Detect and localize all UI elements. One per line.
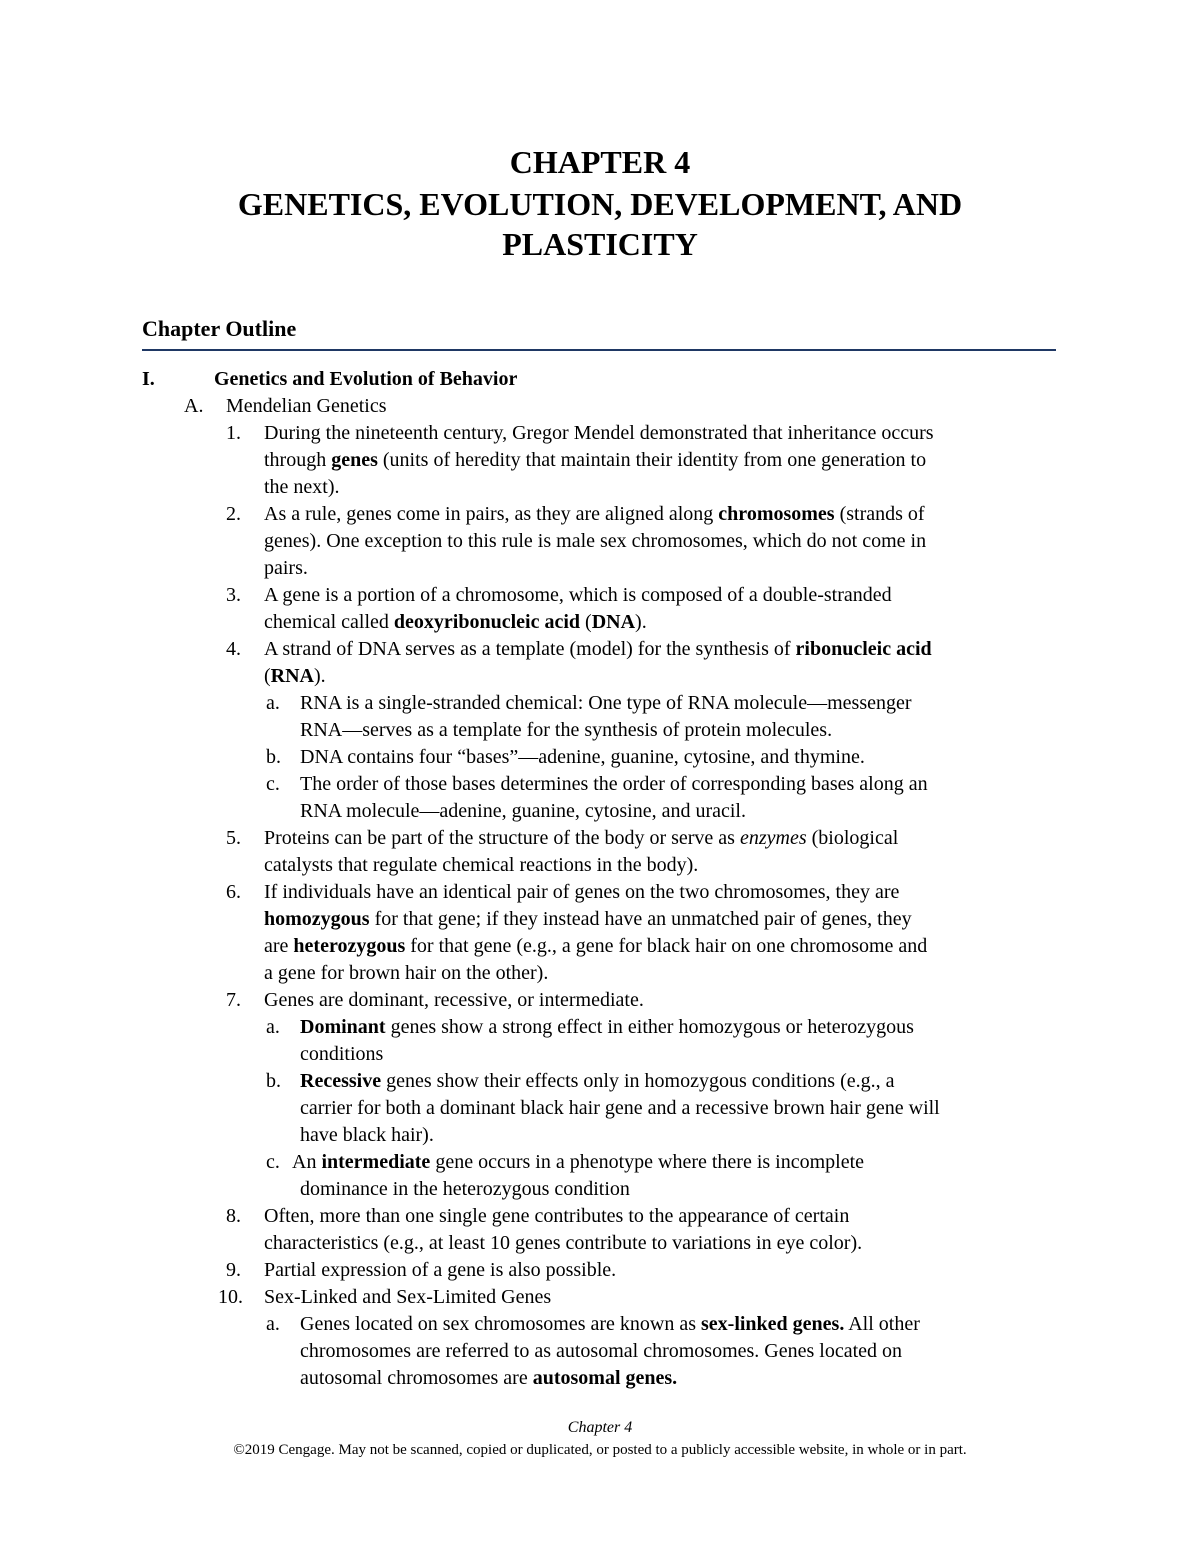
term-dominant: Dominant [300,1016,386,1038]
item-number: 8. [226,1205,241,1227]
sub-item-text: DNA contains four “bases”—adenine, guanine, cytosine, and thymine. [300,746,865,768]
item-text: (RNA). [264,665,326,687]
list-item-continued [142,555,1062,582]
list-item [142,1203,1062,1230]
sub-item [142,690,1062,717]
section-heading [142,366,1062,393]
term-dna: DNA [591,611,636,633]
list-item-continued [142,960,1062,987]
sub-item-text: Dominant genes show a strong effect in either homozygous or heterozygous [300,1016,914,1038]
list-item-continued [142,609,1062,636]
item-text: Partial expression of a gene is also possible. [264,1259,617,1281]
section-title: Genetics and Evolution of Behavior [214,368,518,390]
item-text: catalysts that regulate chemical reactions in the body). [264,854,699,876]
sub-item-text: An intermediate gene occurs in a phenotype where there is incomplete [292,1151,865,1173]
item-text: As a rule, genes come in pairs, as they are aligned along chromosomes (strands of [264,503,925,525]
item-text: a gene for brown hair on the other). [264,962,549,984]
item-text: Often, more than one single gene contributes to the appearance of certain [264,1205,850,1227]
sub-item-text: RNA is a single-stranded chemical: One type of RNA molecule—messenger [300,692,912,714]
term-intermediate: intermediate [321,1151,431,1173]
sub-item-continued [142,1041,1062,1068]
sub-item-text: carrier for both a dominant black hair gene and a recessive brown hair gene will [300,1097,940,1119]
item-number: 2. [226,503,241,525]
chapter-title-line-2: PLASTICITY [502,226,698,262]
item-text: the next). [264,476,340,498]
outline-body [142,366,1062,1392]
sub-item [142,1068,1062,1095]
item-text: Proteins can be part of the structure of the body or serve as enzymes (biological [264,827,899,849]
list-item-continued [142,447,1062,474]
sub-item-continued [142,1095,1062,1122]
item-text: Genes are dominant, recessive, or intermediate. [264,989,644,1011]
list-item-continued [142,663,1062,690]
sub-item-letter: b. [266,1070,281,1092]
list-item [142,582,1062,609]
sub-item-continued [142,1338,1062,1365]
list-item [142,420,1062,447]
list-item [142,636,1062,663]
sub-item [142,744,1062,771]
item-text: pairs. [264,557,308,579]
list-item-continued [142,528,1062,555]
footer-chapter-label: Chapter 4 [567,1419,633,1436]
list-item-continued [142,1230,1062,1257]
sub-item-continued [142,717,1062,744]
term-enzymes: enzymes [739,827,807,849]
term-rna-full: ribonucleic acid [795,638,932,660]
list-item-continued [142,906,1062,933]
term-autosomal-genes: autosomal genes. [532,1367,678,1389]
item-text: are heterozygous for that gene (e.g., a gene for black hair on one chromosome and [264,935,928,957]
list-item [142,987,1062,1014]
item-text: During the nineteenth century, Gregor Mendel demonstrated that inheritance occurs [264,422,934,444]
term-sex-linked-genes: sex-linked genes. [701,1313,845,1335]
term-homozygous: homozygous [264,908,370,930]
term-chromosomes: chromosomes [718,503,835,525]
item-number: 5. [226,827,241,849]
sub-item-text: chromosomes are referred to as autosomal chromosomes. Genes located on [300,1340,903,1362]
item-text: homozygous for that gene; if they instead have an unmatched pair of genes, they [264,908,912,930]
item-text: If individuals have an identical pair of genes on the two chromosomes, they are [264,881,900,903]
sub-item-text: RNA—serves as a template for the synthesis of protein molecules. [300,719,833,741]
item-number: 6. [226,881,241,903]
term-dna-full: deoxyribonucleic acid [393,611,581,633]
item-text: chemical called deoxyribonucleic acid (DNA). [264,611,647,633]
section-numeral: I. [142,368,155,390]
footer-copyright: ©2019 Cengage. May not be scanned, copied or duplicated, or posted to a publicly accessible website, in whole or in part. [233,1442,967,1458]
sub-item-text: conditions [300,1043,384,1065]
item-number: 9. [226,1259,241,1281]
subsection-title: Mendelian Genetics [226,395,387,417]
list-item-continued [142,474,1062,501]
outline-heading: Chapter Outline [142,316,297,341]
list-item [142,501,1062,528]
item-number: 4. [226,638,241,660]
term-recessive: Recessive [300,1070,382,1092]
list-item [142,825,1062,852]
sub-item-letter: a. [266,692,280,714]
sub-item-text: Recessive genes show their effects only in homozygous conditions (e.g., a [300,1070,895,1092]
sub-item-continued [142,1365,1062,1392]
item-text: Sex-Linked and Sex-Limited Genes [264,1286,552,1308]
sub-item [142,771,1062,798]
sub-item-text: Genes located on sex chromosomes are known as sex-linked genes. All other [300,1313,920,1335]
sub-item-continued [142,798,1062,825]
item-text: characteristics (e.g., at least 10 genes contribute to variations in eye color). [264,1232,863,1254]
item-text: genes). One exception to this rule is male sex chromosomes, which do not come in [264,530,927,552]
term-genes: genes [331,449,378,471]
term-heterozygous: heterozygous [293,935,406,957]
sub-item [142,1014,1062,1041]
list-item-continued [142,933,1062,960]
sub-item-continued [142,1122,1062,1149]
heading-rule [142,349,1056,351]
item-text: A strand of DNA serves as a template (model) for the synthesis of ribonucleic acid [264,638,932,660]
sub-item-text: RNA molecule—adenine, guanine, cytosine, and uracil. [300,800,746,822]
list-item-continued [142,852,1062,879]
sub-item-text: have black hair). [300,1124,434,1146]
item-text: A gene is a portion of a chromosome, which is composed of a double-stranded [264,584,892,606]
sub-item-letter: c. [266,773,280,795]
sub-item-text: The order of those bases determines the order of corresponding bases along an [300,773,928,795]
sub-item-letter: a. [266,1016,280,1038]
sub-item-letter: a. [266,1313,280,1335]
sub-item-letter: b. [266,746,281,768]
sub-item-text: dominance in the heterozygous condition [300,1178,630,1200]
item-number: 1. [226,422,241,444]
item-number: 7. [226,989,241,1011]
subsection-letter: A. [184,395,204,417]
sub-item-letter: c. [266,1151,280,1173]
term-rna: RNA [270,665,315,687]
item-number: 3. [226,584,241,606]
sub-item-text: autosomal chromosomes are autosomal genes. [300,1367,678,1389]
sub-item [142,1149,1062,1176]
list-item [142,1284,1062,1311]
sub-item [142,1311,1062,1338]
chapter-number: CHAPTER 4 [509,144,691,180]
chapter-title-line-1: GENETICS, EVOLUTION, DEVELOPMENT, AND [237,186,963,222]
item-number: 10. [218,1286,243,1308]
sub-item-continued [142,1176,1062,1203]
list-item [142,1257,1062,1284]
list-item [142,879,1062,906]
item-text: through genes (units of heredity that maintain their identity from one generation to [264,449,927,471]
subsection-heading [142,393,1062,420]
